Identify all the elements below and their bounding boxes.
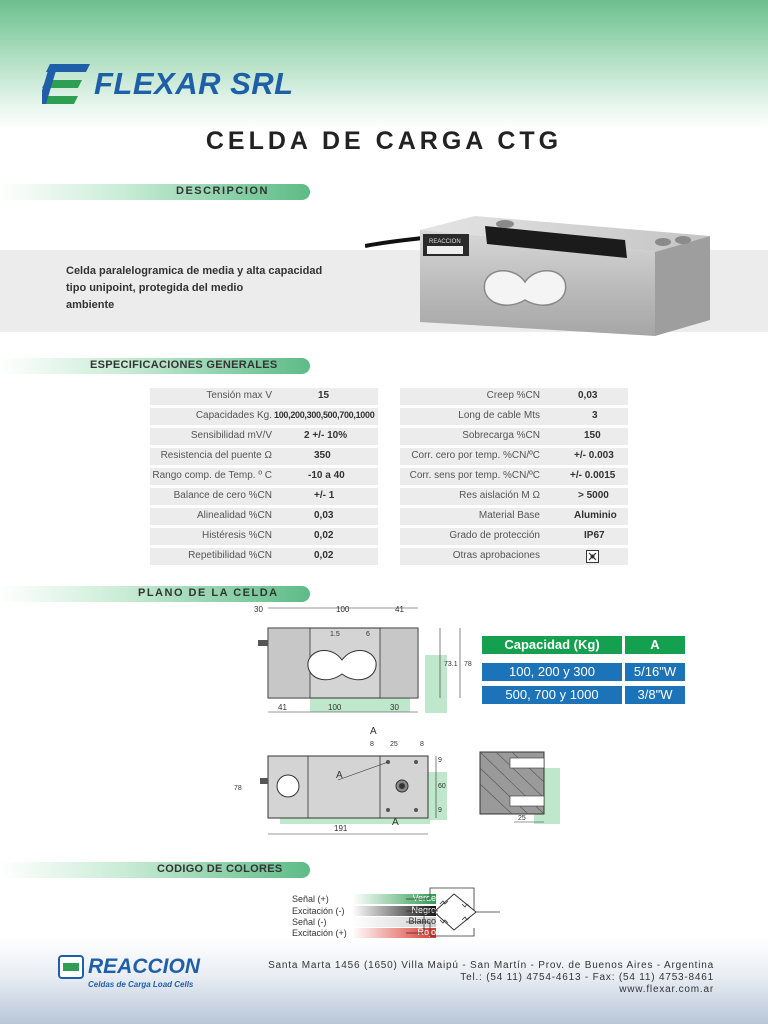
spec-row: Repetibilidad %CN 0,02: [150, 548, 378, 565]
spec-row: Creep %CN 0,03: [400, 388, 628, 405]
spec-row: Res aislación M Ω > 5000: [400, 488, 628, 505]
capacity-value: 100, 200 y 300: [482, 663, 622, 681]
dim-section: 25: [518, 815, 526, 822]
dim-length: 191: [334, 824, 348, 833]
section-letter: A: [392, 817, 399, 828]
section-letter: A: [336, 770, 343, 781]
page-title: CELDA DE CARGA CTG: [205, 127, 563, 155]
description-text: Celda paralelogramica de media y alta capacidad tipo unipoint, protegida del medio ambiente: [66, 265, 323, 311]
thread-header: A: [625, 636, 685, 654]
dim-bottom-3: 30: [390, 703, 399, 712]
spec-row: Material Base Aluminio: [400, 508, 628, 525]
wheatstone-bridge-diagram: [404, 884, 504, 940]
capacity-value: 500, 700 y 1000: [482, 686, 622, 704]
reaccion-brand: REACCION: [88, 955, 201, 978]
dim-height-2: 78: [464, 661, 472, 668]
capacity-header: Capacidad (Kg): [482, 636, 622, 654]
dim-plan: 60: [438, 783, 446, 790]
dim-plan: 25: [390, 741, 398, 748]
photo-brand-label: REACCION: [429, 239, 461, 245]
section-title-especificaciones: ESPECIFICACIONES GENERALES: [90, 359, 278, 371]
spec-row: Capacidades Kg. 100,200,300,500,700,1000: [150, 408, 378, 425]
footer-phone: Tel.: (54 11) 4754-4613 - Fax: (54 11) 4753-8461: [460, 972, 714, 983]
spec-row: Corr. cero por temp. %CN/ºC +/- 0.003: [400, 448, 628, 465]
dim-height-1: 73.1: [444, 661, 458, 668]
spec-row: Sobrecarga %CN 150: [400, 428, 628, 445]
section-title-plano: PLANO DE LA CELDA: [138, 587, 279, 599]
wire-black-swatch: Negro: [352, 906, 436, 916]
dim-small-2: 6: [366, 631, 370, 638]
load-cell-photo: [365, 212, 715, 358]
spec-row: Long de cable Mts 3: [400, 408, 628, 425]
plan-view-drawing: [230, 722, 455, 842]
reaccion-logo-icon: [58, 955, 84, 979]
spec-row: Corr. sens por temp. %CN/ºC +/- 0.0015: [400, 468, 628, 485]
wire-green-swatch: Verde: [352, 894, 436, 904]
dim-plan: 9: [438, 807, 442, 814]
spec-row: Alinealidad %CN 0,03: [150, 508, 378, 525]
thread-value: 5/16"W: [625, 663, 685, 681]
dim-top-3: 41: [395, 605, 404, 614]
dim-plan: 78: [234, 785, 242, 792]
spec-row: Histéresis %CN 0,02: [150, 528, 378, 545]
section-detail-drawing: [474, 748, 564, 830]
spec-row: Balance de cero %CN +/- 1: [150, 488, 378, 505]
approval-mark-icon: [586, 550, 599, 563]
flexar-logo-icon: [42, 62, 92, 106]
dim-bottom-1: 41: [278, 703, 287, 712]
dim-top-2: 100: [336, 605, 350, 614]
dim-plan: 9: [438, 757, 442, 764]
wire-white-swatch: Blanco: [352, 917, 436, 927]
flexar-logo: [42, 62, 294, 106]
spec-row: Resistencia del puente Ω 350: [150, 448, 378, 465]
dim-small-1: 1.5: [330, 631, 340, 638]
side-view-drawing: [250, 600, 480, 718]
wire-red-swatch: Rojo: [352, 928, 436, 938]
spec-row: Grado de protección IP67: [400, 528, 628, 545]
dim-plan: 8: [370, 741, 374, 748]
section-title-colores: CODIGO DE COLORES: [157, 863, 283, 875]
dim-bottom-2: 100: [328, 703, 342, 712]
dim-top-1: 30: [254, 605, 263, 614]
thread-value: 3/8"W: [625, 686, 685, 704]
section-letter: A: [370, 726, 377, 737]
brand-name: FLEXAR SRL: [94, 66, 294, 101]
dim-plan: 8: [420, 741, 424, 748]
section-title-descripcion: DESCRIPCION: [176, 185, 269, 197]
reaccion-logo: [58, 955, 200, 979]
footer-web[interactable]: www.flexar.com.ar: [619, 984, 714, 995]
spec-row: Rango comp. de Temp. º C -10 a 40: [150, 468, 378, 485]
footer-address: Santa Marta 1456 (1650) Villa Maipú - San Martín - Prov. de Buenos Aires - Argentina: [268, 960, 714, 971]
reaccion-tagline: Celdas de Carga Load Cells: [88, 980, 194, 989]
spec-row: Sensibilidad mV/V 2 +/- 10%: [150, 428, 378, 445]
spec-row: Tensión max V 15: [150, 388, 378, 405]
spec-row: Otras aprobaciones: [400, 548, 628, 565]
